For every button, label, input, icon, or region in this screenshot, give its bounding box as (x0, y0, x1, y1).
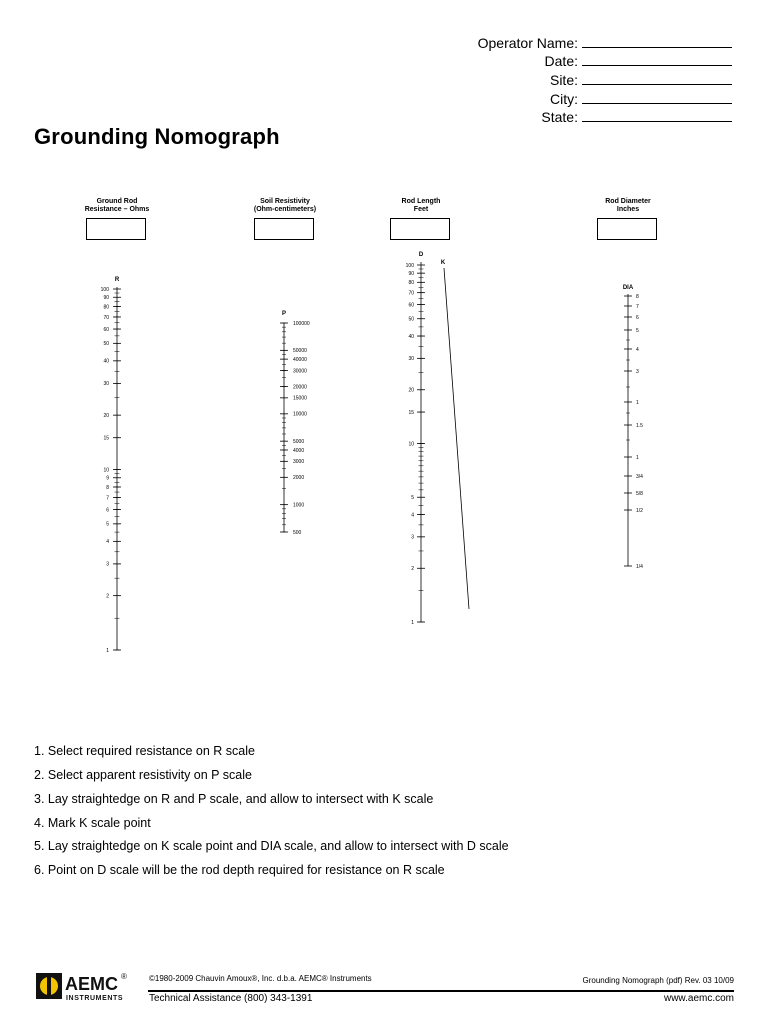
resistance-input-box[interactable] (86, 218, 146, 240)
d-tick-label: 90 (408, 270, 414, 277)
p-tick-label: 4000 (293, 447, 305, 454)
r-tick-label: 20 (103, 412, 109, 419)
d-tick-label: 5 (411, 495, 414, 502)
p-tick-label: 500 (293, 529, 302, 536)
website-link[interactable]: www.aemc.com (663, 993, 734, 1004)
rod-length-input-box[interactable] (390, 218, 450, 240)
d-tick-label: 70 (408, 290, 414, 297)
d-tick-label: 80 (408, 280, 414, 287)
d-tick-label: 15 (408, 409, 414, 416)
p-scale (280, 311, 310, 536)
rod-length-header (366, 198, 476, 214)
r-tick-label: 10 (103, 467, 109, 474)
resistivity-input-box[interactable] (254, 218, 314, 240)
p-tick-label: 10000 (293, 411, 307, 418)
d-tick-label: 100 (405, 262, 414, 269)
instruction-4: 4. Mark K scale point (34, 816, 151, 830)
logo-wordmark: AEMC (65, 974, 118, 994)
d-tick-label: 30 (408, 356, 414, 363)
instruction-6: 6. Point on D scale will be the rod depth required for resistance on R scale (34, 863, 445, 877)
dia-tick-label: 3/4 (636, 473, 643, 480)
date-label: Date: (544, 53, 578, 69)
technical-assistance-text: Technical Assistance (800) 343-1391 (149, 993, 313, 1004)
instruction-3: 3. Lay straightedge on R and P scale, and allow to intersect with K scale (34, 792, 434, 806)
instruction-5: 5. Lay straightedge on K scale point and DIA scale, and allow to intersect with D scale (34, 839, 509, 853)
dia-tick-label: 4 (636, 346, 639, 353)
d-tick-label: 50 (408, 316, 414, 323)
logo-registered: ® (121, 972, 127, 981)
dia-tick-label: 1/4 (636, 563, 643, 570)
dia-tick-label: 6 (636, 314, 639, 321)
footer-rule (148, 990, 734, 992)
p-tick-label: 15000 (293, 395, 307, 402)
r-tick-label: 4 (106, 539, 109, 546)
r-tick-label: 7 (106, 495, 109, 502)
dia-tick-label: 1/2 (636, 507, 643, 514)
logo-emblem-bar (47, 977, 51, 995)
p-tick-label: 3000 (293, 459, 305, 466)
d-tick-label: 40 (408, 333, 414, 340)
r-tick-label: 70 (103, 314, 109, 321)
dia-tick-label: 7 (636, 303, 639, 310)
page-title: Grounding Nomograph (34, 124, 280, 149)
dia-tick-label: 1 (636, 454, 639, 461)
d-scale (406, 252, 425, 626)
aemc-logo (36, 970, 130, 1002)
r-tick-label: 40 (103, 358, 109, 365)
r-tick-label: 3 (106, 561, 109, 568)
rod-diameter-input-box[interactable] (597, 218, 657, 240)
rod-length-header-line1: Rod Length (401, 198, 441, 205)
city-field[interactable] (582, 90, 732, 104)
p-tick-label: 40000 (293, 356, 307, 363)
d-tick-label: 3 (411, 534, 414, 541)
rod-diameter-header-line2: Inches (616, 206, 640, 213)
d-tick-label: 1 (411, 619, 414, 626)
doc-info-text: Grounding Nomograph (pdf) Rev. 03 10/09 (582, 976, 734, 985)
d-tick-label: 10 (408, 441, 414, 448)
p-tick-label: 50000 (293, 348, 307, 355)
r-tick-label: 5 (106, 521, 109, 528)
r-tick-label: 6 (106, 507, 109, 514)
dia-tick-label: 8 (636, 293, 639, 300)
dia-tick-label: 3 (636, 368, 639, 375)
p-scale-letter: P (281, 311, 287, 317)
dia-tick-label: 1.5 (636, 422, 643, 429)
resistivity-header-line1: Soil Resistivity (260, 198, 310, 205)
operator-name-field[interactable] (582, 34, 732, 48)
r-tick-label: 80 (103, 304, 109, 311)
p-tick-label: 30000 (293, 368, 307, 375)
resistance-header-line1: Ground Rod (96, 198, 138, 205)
resistivity-header (230, 198, 340, 214)
r-tick-label: 30 (103, 381, 109, 388)
p-tick-label: 100000 (293, 320, 310, 327)
dia-tick-label: 5 (636, 327, 639, 334)
city-row (550, 90, 732, 108)
city-label: City: (550, 91, 578, 107)
operator-name-label: Operator Name: (477, 35, 578, 51)
p-tick-label: 5000 (293, 438, 305, 445)
rod-length-header-line2: Feet (413, 206, 429, 213)
r-tick-label: 60 (103, 326, 109, 333)
dia-tick-label: 5/8 (636, 490, 643, 497)
site-label: Site: (549, 72, 578, 88)
instruction-2: 2. Select apparent resistivity on P scale (34, 768, 252, 782)
dia-scale-letter: DIA (622, 285, 634, 291)
d-scale-letter: D (418, 252, 424, 258)
date-row (545, 52, 732, 70)
copyright-text: ©1980-2009 Chauvin Amoux®, Inc. d.b.a. AEMC® Instruments (149, 974, 372, 983)
k-line (444, 268, 469, 609)
logo-subtext: INSTRUMENTS (66, 995, 124, 1002)
rod-diameter-header-line1: Rod Diameter (605, 198, 651, 205)
k-scale (441, 260, 469, 609)
r-tick-label: 50 (103, 341, 109, 348)
r-scale (101, 277, 121, 654)
k-scale-letter: K (440, 260, 446, 266)
dia-tick-label: 1 (636, 399, 639, 406)
site-row (550, 71, 732, 89)
p-tick-label: 2000 (293, 475, 305, 482)
d-tick-label: 4 (411, 512, 414, 519)
operator-name-row (478, 34, 732, 52)
p-tick-label: 20000 (293, 384, 307, 391)
state-field[interactable] (582, 108, 732, 122)
p-tick-label: 1000 (293, 502, 305, 509)
r-tick-label: 1 (106, 647, 109, 654)
r-tick-label: 2 (106, 593, 109, 600)
d-tick-label: 60 (408, 302, 414, 309)
date-field[interactable] (582, 52, 732, 66)
d-tick-label: 20 (408, 387, 414, 394)
site-field[interactable] (582, 71, 732, 85)
r-tick-label: 90 (103, 295, 109, 302)
state-label: State: (541, 109, 578, 125)
r-tick-label: 9 (106, 475, 109, 482)
r-tick-label: 100 (100, 286, 109, 293)
r-tick-label: 8 (106, 484, 109, 491)
state-row (541, 108, 732, 126)
resistivity-header-line2: (Ohm-centimeters) (253, 206, 317, 213)
r-scale-letter: R (114, 277, 120, 283)
resistance-header-line2: Resistance – Ohms (84, 206, 150, 213)
rod-diameter-header (573, 198, 683, 214)
d-tick-label: 2 (411, 566, 414, 573)
r-tick-label: 15 (103, 435, 109, 442)
resistance-header (62, 198, 172, 214)
dia-scale (623, 285, 643, 570)
instruction-1: 1. Select required resistance on R scale (34, 744, 255, 758)
